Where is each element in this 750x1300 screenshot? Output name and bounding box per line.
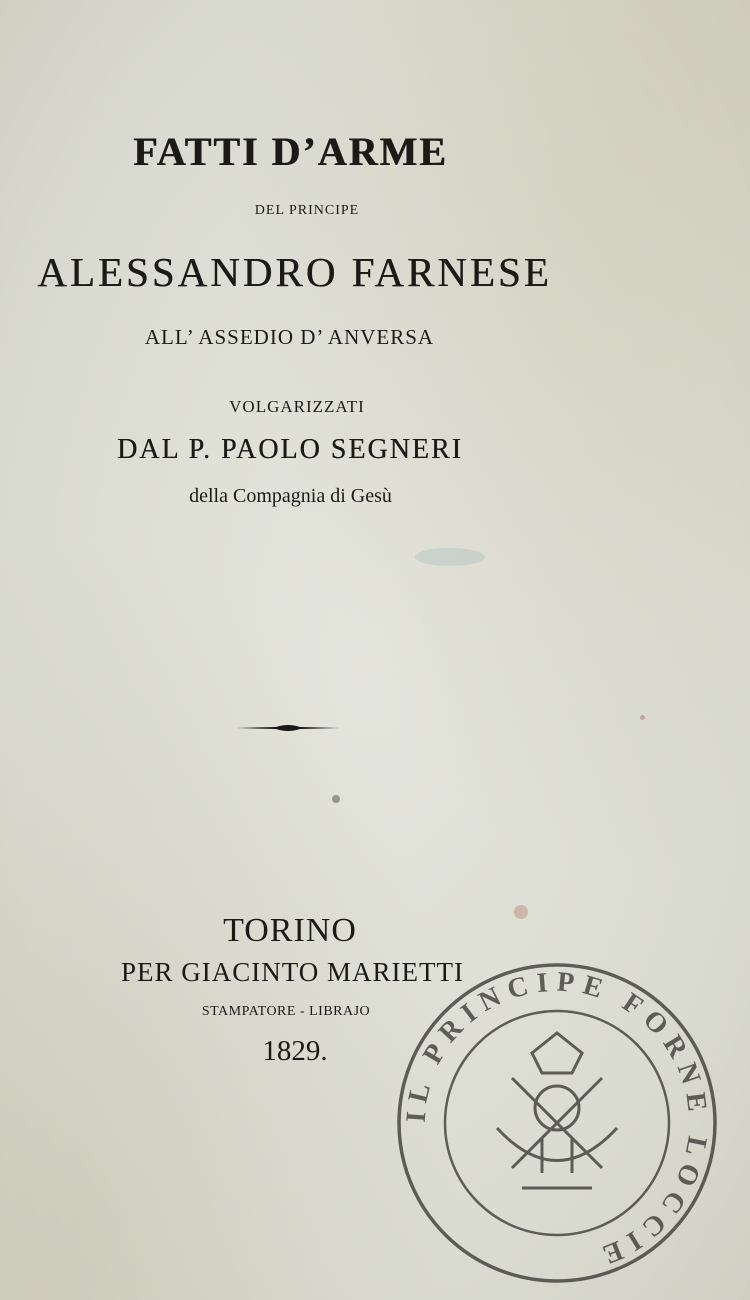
- library-stamp: [392, 958, 722, 1288]
- author-order: della Compagnia di Gesù: [189, 485, 392, 507]
- paper-stain: [415, 548, 485, 566]
- subject-name: ALESSANDRO FARNESE: [37, 249, 552, 295]
- imprint-year: 1829.: [262, 1035, 328, 1067]
- author-line: DAL P. PAOLO SEGNERI: [117, 434, 463, 465]
- book-title: FATTI D’ARME: [133, 129, 448, 174]
- imprint-printer: PER GIACINTO MARIETTI: [121, 957, 464, 987]
- subtitle-del-principe: DEL PRINCIPE: [254, 203, 360, 218]
- translated-label: VOLGARIZZATI: [229, 397, 365, 416]
- paper-stain: [640, 715, 645, 720]
- ornamental-rule: [236, 719, 340, 737]
- stamp-emblem: [497, 1033, 617, 1188]
- imprint-city: TORINO: [223, 912, 357, 949]
- paper-stain: [332, 795, 340, 803]
- event-line: ALL’ ASSEDIO D’ ANVERSA: [144, 325, 435, 349]
- svg-text:IL PRINCIPE FORNE LOCCIE: IL PRINCIPE FORNE LOCCIE: [400, 966, 714, 1273]
- paper-stain: [514, 905, 528, 919]
- imprint-profession: STAMPATORE - LIBRAJO: [201, 1004, 371, 1019]
